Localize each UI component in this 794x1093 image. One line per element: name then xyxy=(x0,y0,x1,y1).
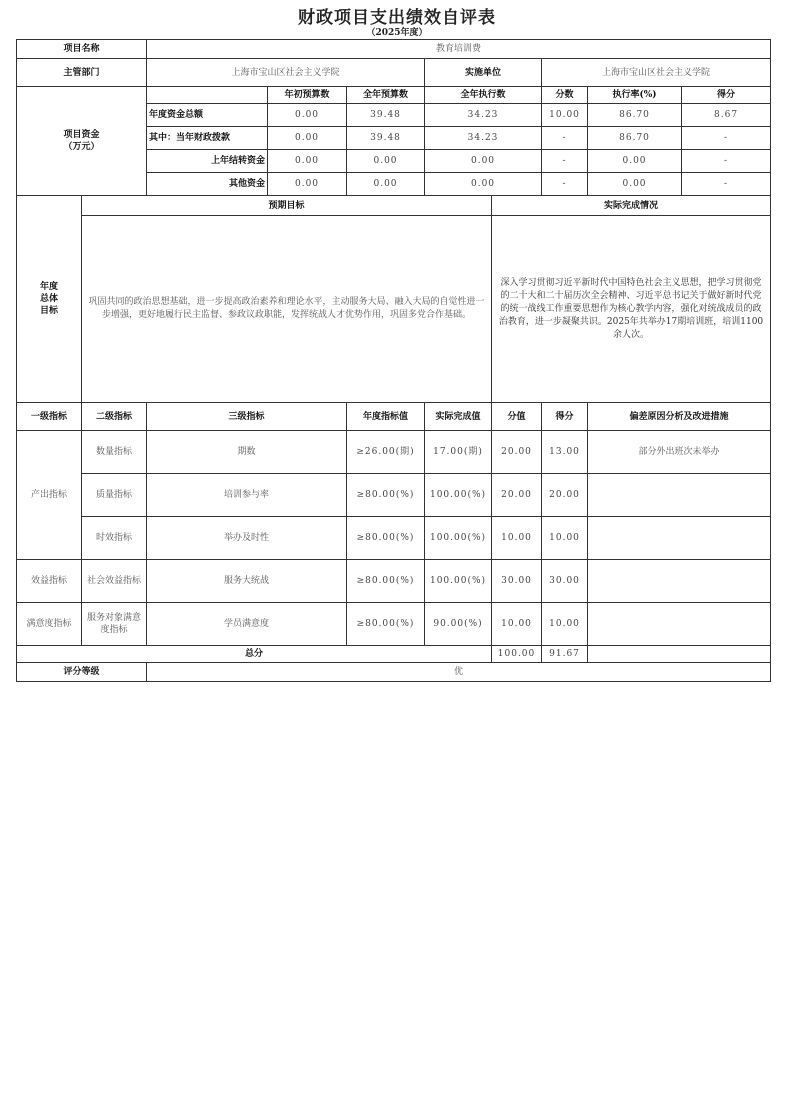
indicator-row xyxy=(17,517,771,560)
indicator-header-cell: 一级指标 xyxy=(17,403,82,431)
indicator-actual: 100.00(%) xyxy=(425,560,492,603)
funds-cell: 0.00 xyxy=(588,173,682,196)
indicator-target: ≥80.00(%) xyxy=(347,560,425,603)
funds-header-cell: 全年预算数 xyxy=(347,87,425,104)
funds-cell: 0.00 xyxy=(347,173,425,196)
total-row xyxy=(17,646,771,663)
funds-header-cell: 得分 xyxy=(682,87,771,104)
funds-cell: 0.00 xyxy=(268,173,347,196)
funds-row-label: 其中：当年财政拨款 xyxy=(147,127,268,150)
goals-label: 年度 总体 目标 xyxy=(17,196,82,403)
indicator-row xyxy=(17,474,771,517)
goals-actual-text: 深入学习贯彻习近平新时代中国特色社会主义思想，把学习贯彻党的二十大和二十届历次全会精神、习近平总书记关于做好新时代党的统一战线工作重要思想作为核心教学内容，强化对统战成员的政治教育，进一步凝聚共识。2025年共举办17期培训班，培训1100余人次。 xyxy=(492,216,771,403)
indicator-level2: 数量指标 xyxy=(82,431,147,474)
indicator-level3: 举办及时性 xyxy=(147,517,347,560)
funds-cell: - xyxy=(682,173,771,196)
funds-cell: 10.00 xyxy=(542,104,588,127)
funds-cell: 0.00 xyxy=(588,150,682,173)
indicator-score: 13.00 xyxy=(542,431,588,474)
funds-cell: 86.70 xyxy=(588,104,682,127)
funds-header-blank xyxy=(147,87,268,104)
indicator-header-cell: 二级指标 xyxy=(82,403,147,431)
dept-label: 主管部门 xyxy=(17,59,147,87)
indicator-actual: 17.00(期) xyxy=(425,431,492,474)
funds-header-cell: 年初预算数 xyxy=(268,87,347,104)
funds-header-cell: 执行率(%) xyxy=(588,87,682,104)
indicator-level3: 期数 xyxy=(147,431,347,474)
evaluation-table xyxy=(16,39,771,682)
indicator-level1: 产出指标 xyxy=(17,431,82,560)
indicator-level3: 服务大统战 xyxy=(147,560,347,603)
funds-header-row xyxy=(17,87,771,104)
indicator-header-cell: 三级指标 xyxy=(147,403,347,431)
total-score: 91.67 xyxy=(542,646,588,663)
funds-header-cell: 分数 xyxy=(542,87,588,104)
indicator-note xyxy=(588,603,771,646)
indicator-note xyxy=(588,560,771,603)
funds-header-cell: 全年执行数 xyxy=(425,87,542,104)
indicator-actual: 100.00(%) xyxy=(425,474,492,517)
indicator-header-cell: 偏差原因分析及改进措施 xyxy=(588,403,771,431)
funds-cell: 39.48 xyxy=(347,127,425,150)
indicator-row xyxy=(17,431,771,474)
indicator-level2: 服务对象满意度指标 xyxy=(82,603,147,646)
indicator-row xyxy=(17,560,771,603)
rating-value: 优 xyxy=(147,663,771,682)
indicator-level2: 质量指标 xyxy=(82,474,147,517)
indicator-header-cell: 实际完成值 xyxy=(425,403,492,431)
indicator-target: ≥26.00(期) xyxy=(347,431,425,474)
indicator-score: 20.00 xyxy=(542,474,588,517)
indicator-actual: 90.00(%) xyxy=(425,603,492,646)
goals-actual-label: 实际完成情况 xyxy=(492,196,771,216)
indicator-weight: 10.00 xyxy=(492,603,542,646)
funds-cell: 0.00 xyxy=(268,127,347,150)
page-title: 财政项目支出绩效自评表 xyxy=(298,8,496,28)
indicator-note xyxy=(588,517,771,560)
indicator-target: ≥80.00(%) xyxy=(347,474,425,517)
goals-expected-text: 巩固共同的政治思想基础，进一步提高政治素养和理论水平，主动服务大局、融入大局的自觉性进一步增强，更好地履行民主监督、参政议政职能，发挥统战人才优势作用，巩固多党合作基础。 xyxy=(82,216,492,403)
funds-cell: 0.00 xyxy=(347,150,425,173)
funds-row-label: 年度资金总额 xyxy=(147,104,268,127)
project-name-row xyxy=(17,40,771,59)
indicator-level2: 社会效益指标 xyxy=(82,560,147,603)
indicator-actual: 100.00(%) xyxy=(425,517,492,560)
indicator-level3: 培训参与率 xyxy=(147,474,347,517)
funds-cell: 0.00 xyxy=(268,104,347,127)
indicator-note: 部分外出班次未举办 xyxy=(588,431,771,474)
indicator-weight: 20.00 xyxy=(492,431,542,474)
dept-row xyxy=(17,59,771,87)
total-label: 总分 xyxy=(17,646,492,663)
dept-value: 上海市宝山区社会主义学院 xyxy=(147,59,425,87)
indicator-note xyxy=(588,474,771,517)
rating-label: 评分等级 xyxy=(17,663,147,682)
indicator-header-cell: 得分 xyxy=(542,403,588,431)
funds-cell: 0.00 xyxy=(268,150,347,173)
funds-cell: - xyxy=(542,173,588,196)
total-note xyxy=(588,646,771,663)
unit-label: 实施单位 xyxy=(425,59,542,87)
goals-expected-label: 预期目标 xyxy=(82,196,492,216)
funds-label: 项目资金 （万元） xyxy=(17,87,147,196)
goals-header-row xyxy=(17,196,771,216)
indicator-score: 10.00 xyxy=(542,603,588,646)
funds-cell: 86.70 xyxy=(588,127,682,150)
funds-cell: 8.67 xyxy=(682,104,771,127)
funds-cell: 0.00 xyxy=(425,173,542,196)
indicator-score: 10.00 xyxy=(542,517,588,560)
indicator-weight: 30.00 xyxy=(492,560,542,603)
indicator-level1: 满意度指标 xyxy=(17,603,82,646)
funds-cell: 0.00 xyxy=(425,150,542,173)
funds-cell: 39.48 xyxy=(347,104,425,127)
goals-content-row xyxy=(17,216,771,403)
indicator-header-cell: 分值 xyxy=(492,403,542,431)
funds-row-label: 上年结转资金 xyxy=(147,150,268,173)
indicator-level1: 效益指标 xyxy=(17,560,82,603)
total-weight: 100.00 xyxy=(492,646,542,663)
funds-cell: - xyxy=(542,150,588,173)
indicator-target: ≥80.00(%) xyxy=(347,603,425,646)
indicator-score: 30.00 xyxy=(542,560,588,603)
funds-cell: - xyxy=(542,127,588,150)
indicator-target: ≥80.00(%) xyxy=(347,517,425,560)
indicator-weight: 20.00 xyxy=(492,474,542,517)
page-subtitle: （2025年度） xyxy=(366,28,428,38)
indicator-row xyxy=(17,603,771,646)
project-name-value: 教育培训费 xyxy=(147,40,771,59)
funds-cell: - xyxy=(682,127,771,150)
project-name-label: 项目名称 xyxy=(17,40,147,59)
funds-row-label: 其他资金 xyxy=(147,173,268,196)
funds-cell: 34.23 xyxy=(425,127,542,150)
indicator-header-cell: 年度指标值 xyxy=(347,403,425,431)
indicator-weight: 10.00 xyxy=(492,517,542,560)
indicators-header-row xyxy=(17,403,771,431)
unit-value: 上海市宝山区社会主义学院 xyxy=(542,59,771,87)
funds-cell: - xyxy=(682,150,771,173)
funds-cell: 34.23 xyxy=(425,104,542,127)
indicator-level3: 学员满意度 xyxy=(147,603,347,646)
indicator-level2: 时效指标 xyxy=(82,517,147,560)
rating-row xyxy=(17,663,771,682)
